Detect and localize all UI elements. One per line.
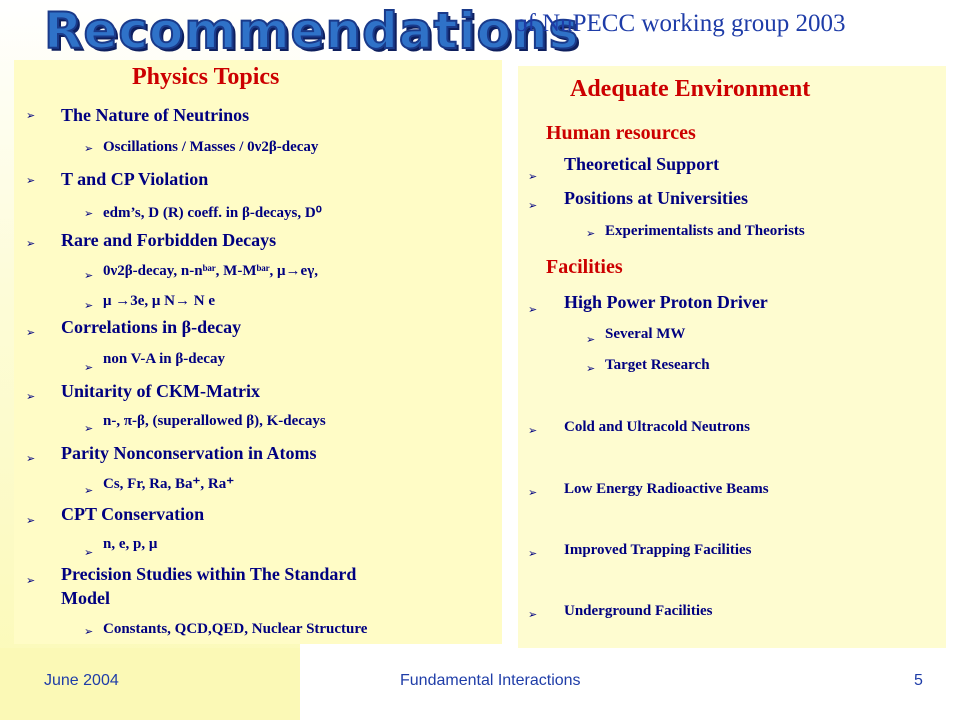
adequate-environment-title: Adequate Environment xyxy=(570,76,811,102)
list-subitem: Target Research xyxy=(605,357,710,373)
footer-title: Fundamental Interactions xyxy=(400,672,581,689)
arrow-bullet-icon: ➢ xyxy=(26,574,36,587)
arrow-bullet-icon: ➢ xyxy=(84,625,94,638)
adequate-environment-panel xyxy=(518,66,946,648)
category-human-resources: Human resources xyxy=(546,122,696,144)
list-item: Rare and Forbidden Decays xyxy=(61,230,277,250)
arrow-bullet-icon: ➢ xyxy=(84,484,94,497)
physics-topics-title: Physics Topics xyxy=(132,64,280,90)
category-facilities: Facilities xyxy=(546,256,623,278)
slide-title: Recommendations xyxy=(44,2,580,60)
arrow-bullet-icon: ➢ xyxy=(586,227,596,240)
arrow-bullet-icon: ➢ xyxy=(26,109,36,122)
list-item: Theoretical Support xyxy=(564,154,720,174)
arrow-bullet-icon: ➢ xyxy=(528,199,538,212)
footer-date: June 2004 xyxy=(44,672,119,689)
arrow-bullet-icon: ➢ xyxy=(26,390,36,403)
arrow-bullet-icon: ➢ xyxy=(84,546,94,559)
list-subitem: Several MW xyxy=(605,326,686,342)
arrow-bullet-icon: ➢ xyxy=(26,326,36,339)
list-subitem: Experimentalists and Theorists xyxy=(605,223,805,239)
arrow-bullet-icon: ➢ xyxy=(26,452,36,465)
list-item: Unitarity of CKM-Matrix xyxy=(61,381,260,401)
list-item: High Power Proton Driver xyxy=(564,292,768,312)
arrow-bullet-icon: ➢ xyxy=(528,608,538,621)
list-item: The Nature of Neutrinos xyxy=(61,105,250,125)
list-subitem: Cs, Fr, Ra, Ba⁺, Ra⁺ xyxy=(103,476,235,492)
list-subitem: non V-A in β-decay xyxy=(103,351,225,367)
arrow-bullet-icon: ➢ xyxy=(84,361,94,374)
arrow-bullet-icon: ➢ xyxy=(528,424,538,437)
list-subitem: Oscillations / Masses / 0ν2β-decay xyxy=(103,139,319,155)
arrow-bullet-icon: ➢ xyxy=(528,170,538,183)
physics-topics-panel xyxy=(14,60,502,644)
list-subitem: n, e, p, μ xyxy=(103,536,158,552)
list-subitem: μ →3e, μ N→ N e xyxy=(103,293,215,309)
arrow-bullet-icon: ➢ xyxy=(528,303,538,316)
arrow-bullet-icon: ➢ xyxy=(586,362,596,375)
list-subitem: n-, π-β, (superallowed β), K-decays xyxy=(103,413,326,429)
list-item: Precision Studies within The Standard xyxy=(61,564,357,584)
list-subitem: Constants, QCD,QED, Nuclear Structure xyxy=(103,621,368,637)
list-item: Cold and Ultracold Neutrons xyxy=(564,419,750,435)
list-item: Underground Facilities xyxy=(564,603,713,619)
list-subitem: edm’s, D (R) coeff. in β-decays, D⁰ xyxy=(103,205,322,221)
arrow-bullet-icon: ➢ xyxy=(84,142,94,155)
arrow-bullet-icon: ➢ xyxy=(26,174,36,187)
list-item: T and CP Violation xyxy=(61,169,209,189)
list-item: Low Energy Radioactive Beams xyxy=(564,481,769,497)
list-item: CPT Conservation xyxy=(61,504,205,524)
list-item: Improved Trapping Facilities xyxy=(564,542,752,558)
list-item-continuation: Model xyxy=(61,588,110,608)
footer-page-number: 5 xyxy=(914,672,923,689)
list-item: Parity Nonconservation in Atoms xyxy=(61,443,317,463)
arrow-bullet-icon: ➢ xyxy=(26,514,36,527)
slide-subtitle: of NuPECC working group 2003 xyxy=(515,10,846,37)
list-item: Positions at Universities xyxy=(564,188,748,208)
arrow-bullet-icon: ➢ xyxy=(84,299,94,312)
arrow-bullet-icon: ➢ xyxy=(84,269,94,282)
arrow-bullet-icon: ➢ xyxy=(528,486,538,499)
list-item: Correlations in β-decay xyxy=(61,317,242,337)
arrow-bullet-icon: ➢ xyxy=(84,422,94,435)
arrow-bullet-icon: ➢ xyxy=(586,333,596,346)
arrow-bullet-icon: ➢ xyxy=(26,237,36,250)
arrow-bullet-icon: ➢ xyxy=(528,547,538,560)
arrow-bullet-icon: ➢ xyxy=(84,207,94,220)
list-subitem: 0ν2β-decay, n-nᵇᵃʳ, M-Mᵇᵃʳ, μ→eγ, xyxy=(103,263,318,279)
